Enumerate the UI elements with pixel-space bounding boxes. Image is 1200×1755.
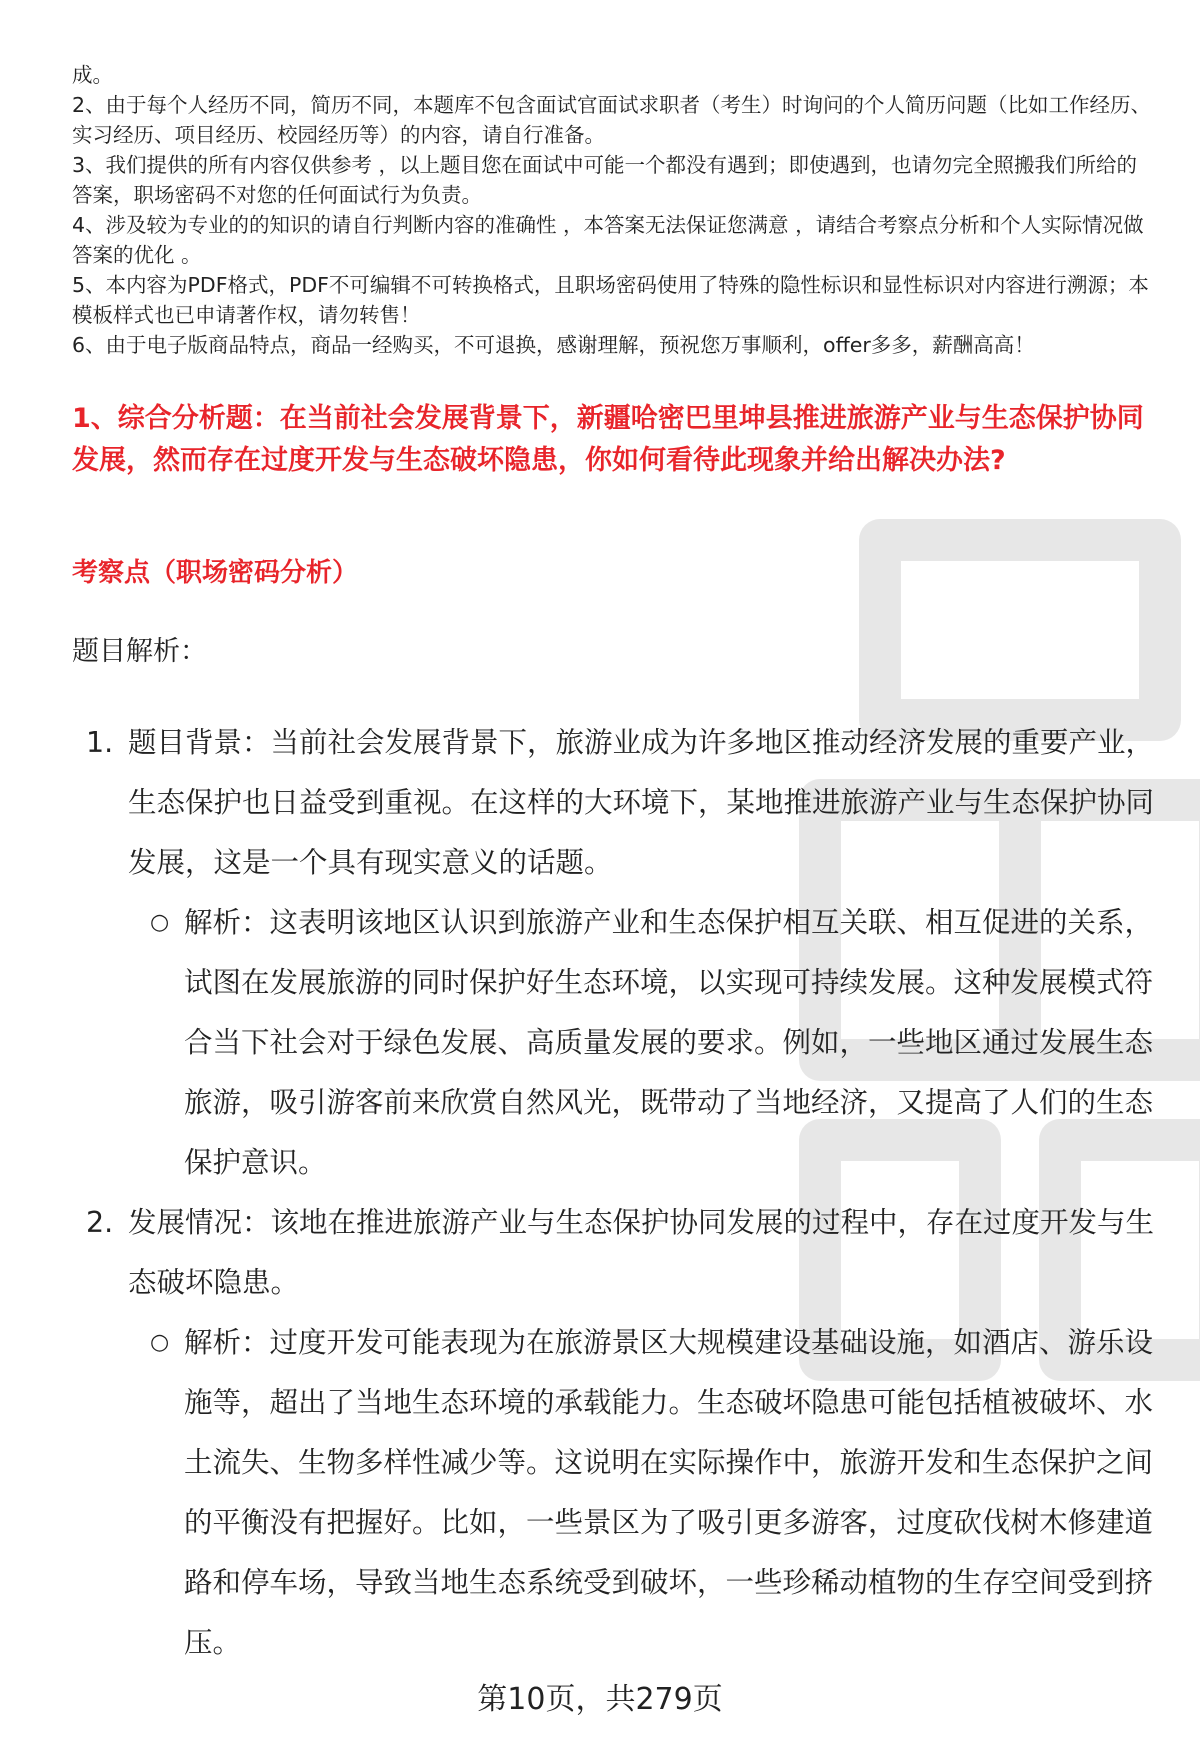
note-line: 6、由于电子版商品特点，商品一经购买，不可退换，感谢理解，预祝您万事顺利，offer多多，薪酬高高！: [72, 333, 1035, 357]
disclaimer-notes: [72, 60, 1157, 360]
list-item: [72, 1193, 1162, 1313]
item-text: 题目背景：当前社会发展背景下，旅游业成为许多地区推动经济发展的重要产业，生态保护也日益受到重视。在这样的大环境下，某地推进旅游产业与生态保护协同发展，这是一个具有现实意义的话题。: [128, 726, 1155, 879]
sub-item-text: 解析：这表明该地区认识到旅游产业和生态保护相互关联、相互促进的关系，试图在发展旅游的同时保护好生态环境，以实现可持续发展。这种发展模式符合当下社会对于绿色发展、高质量发展的要求。例如，一些地区通过发展生态旅游，吸引游客前来欣赏自然风光，既带动了当地经济，又提高了人们的生态保护意识。: [184, 906, 1154, 1179]
note-line: 3、我们提供的所有内容仅供参考 ，以上题目您在面试中可能一个都没有遇到；即使遇到，也请勿完全照搬我们所给的答案，职场密码不对您的任何面试行为负责。: [72, 153, 1138, 207]
item-number: 1.: [86, 726, 114, 759]
question-title: 1、综合分析题：在当前社会发展背景下，新疆哈密巴里坤县推进旅游产业与生态保护协同发展，然而存在过度开发与生态破坏隐患，你如何看待此现象并给出解决办法?: [72, 403, 1144, 476]
note-line: 2、由于每个人经历不同，简历不同，本题库不包含面试官面试求职者（考生）时询问的个人简历问题（比如工作经历、实习经历、项目经历、校园经历等）的内容，请自行准备。: [72, 93, 1152, 147]
sub-item: [72, 1313, 1162, 1673]
page-number: 第10页，共279页: [477, 1682, 723, 1717]
analysis-list: [72, 713, 1162, 1673]
list-item: [72, 713, 1162, 893]
item-number: 2.: [86, 1206, 114, 1239]
circle-bullet-icon: ○: [150, 1330, 170, 1355]
note-line: 成。: [72, 63, 113, 87]
note-line: 4、涉及较为专业的的知识的请自行判断内容的准确性 ，本答案无法保证您满意 ，请结合考察点分析和个人实际情况做答案的优化 。: [72, 213, 1144, 267]
circle-bullet-icon: ○: [150, 910, 170, 935]
item-text: 发展情况：该地在推进旅游产业与生态保护协同发展的过程中，存在过度开发与生态破坏隐患。: [128, 1206, 1155, 1299]
sub-item: [72, 893, 1162, 1193]
analysis-label: 题目解析：: [72, 636, 207, 667]
sub-item-text: 解析：过度开发可能表现为在旅游景区大规模建设基础设施，如酒店、游乐设施等，超出了当地生态环境的承载能力。生态破坏隐患可能包括植被破坏、水土流失、生物多样性减少等。这说明在实际操作中，旅游开发和生态保护之间的平衡没有把握好。比如，一些景区为了吸引更多游客，过度砍伐树木修建道路和停车场，导致当地生态系统受到破坏，一些珍稀动植物的生存空间受到挤压。: [184, 1326, 1154, 1659]
note-line: 5、本内容为PDF格式，PDF不可编辑不可转换格式，且职场密码使用了特殊的隐性标识和显性标识对内容进行溯源；本模板样式也已申请著作权，请勿转售！: [72, 273, 1149, 327]
focus-heading: 考察点（职场密码分析）: [72, 558, 359, 588]
